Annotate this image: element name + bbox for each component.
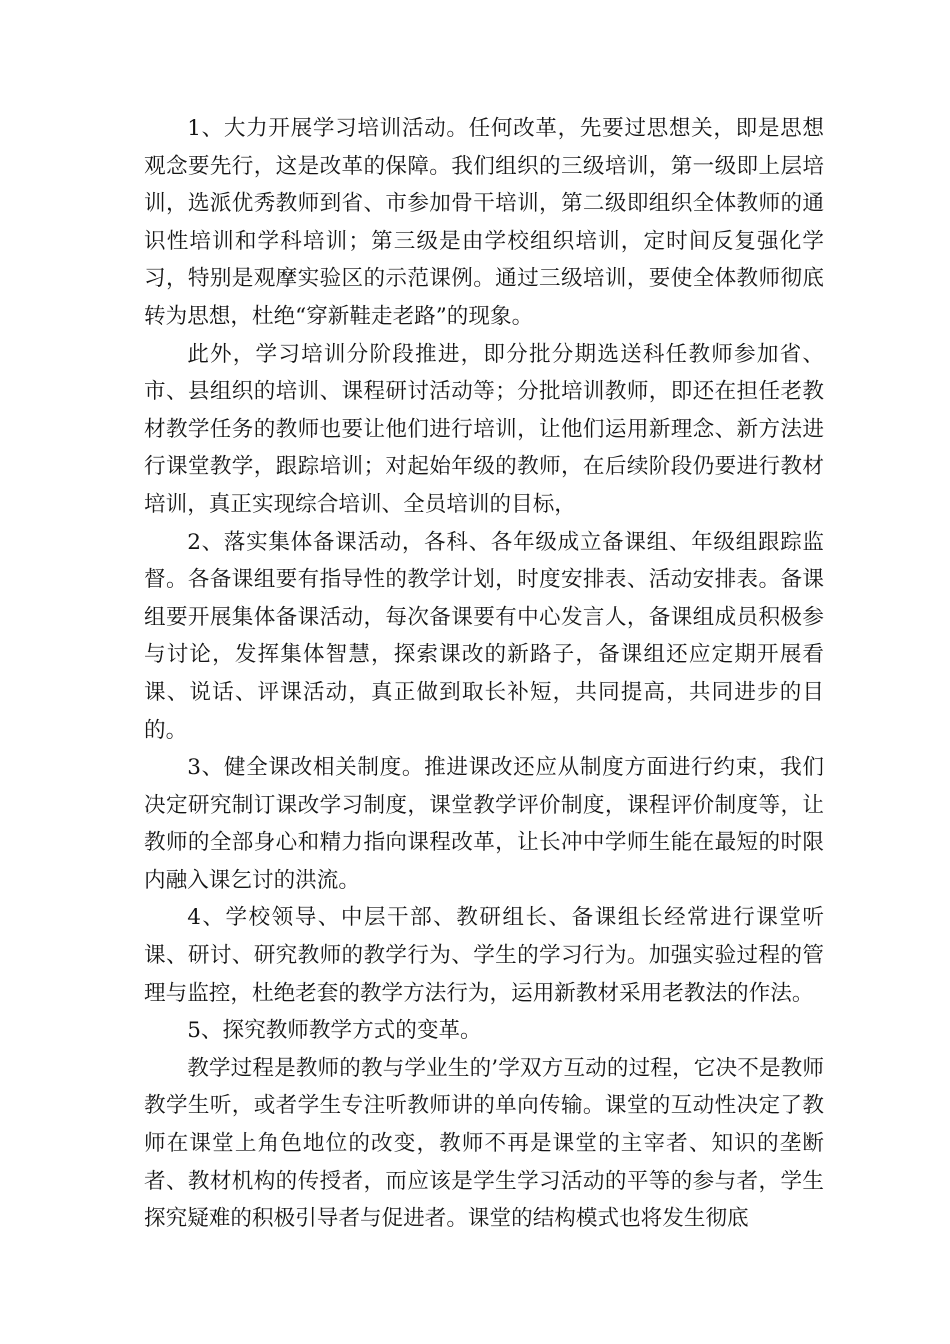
paragraph-classroom-observation: 4、学校领导、中层干部、教研组长、备课组长经常进行课堂听课、研讨、研究教师的教学行为、学生的学习行为。加强实验过程的管理与监控，杜绝老套的教学方法行为，运用新教材采用老教法的作法。	[144, 905, 824, 1006]
paragraph-teaching-process: 教学过程是教师的教与学业生的’学双方互动的过程，它决不是教师教学生听，或者学生专注听教师讲的单向传输。课堂的互动性决定了教师在课堂上角色地位的改变，教师不再是课堂的主宰者、知识的垄断者、教材机构的传授者，而应该是学生学习活动的平等的参与者，学生探究疑难的积极引导者与促进者。课堂的结构模式也将发生彻底	[144, 1055, 824, 1232]
paragraph-teaching-method-heading: 5、探究教师教学方式的变革。	[187, 1018, 482, 1044]
paragraph-training: 1、大力开展学习培训活动。任何改革，先要过思想关，即是思想观念要先行，这是改革的保障。我们组织的三级培训，第一级即上层培训，选派优秀教师到省、市参加骨干培训，第二级即组织全体教师的通识性培训和学科培训；第三级是由学校组织培训，定时间反复强化学习，特别是观摩实验区的示范课例。通过三级培训，要使全体教师彻底转为思想，杜绝“穿新鞋走老路”的现象。	[144, 116, 824, 329]
paragraph-collective-lesson-prep: 2、落实集体备课活动，各科、各年级成立备课组、年级组跟踪监督。各备课组要有指导性的教学计划，时度安排表、活动安排表。备课组要开展集体备课活动，每次备课要有中心发言人，备课组成员积极参与讨论，发挥集体智慧，探索课改的新路子，备课组还应定期开展看课、说话、评课活动，真正做到取长补短，共同提高，共同进步的目的。	[144, 529, 824, 743]
paragraph-reform-system: 3、健全课改相关制度。推进课改还应从制度方面进行约束，我们决定研究制订课改学习制度，课堂教学评价制度，课程评价制度等，让教师的全部身心和精力指向课程改革，让长冲中学师生能在最短的时限内融入课乞讨的洪流。	[144, 755, 824, 893]
document-body	[144, 110, 824, 1238]
paragraph-staged-training: 此外，学习培训分阶段推进，即分批分期选送科任教师参加省、市、县组织的培训、课程研讨活动等；分批培训教师，即还在担任老教材教学任务的教师也要让他们进行培训，让他们运用新理念、新方法进行课堂教学，跟踪培训；对起始年级的教师，在后续阶段仍要进行教材培训，真正实现综合培训、全员培训的目标，	[144, 341, 824, 517]
